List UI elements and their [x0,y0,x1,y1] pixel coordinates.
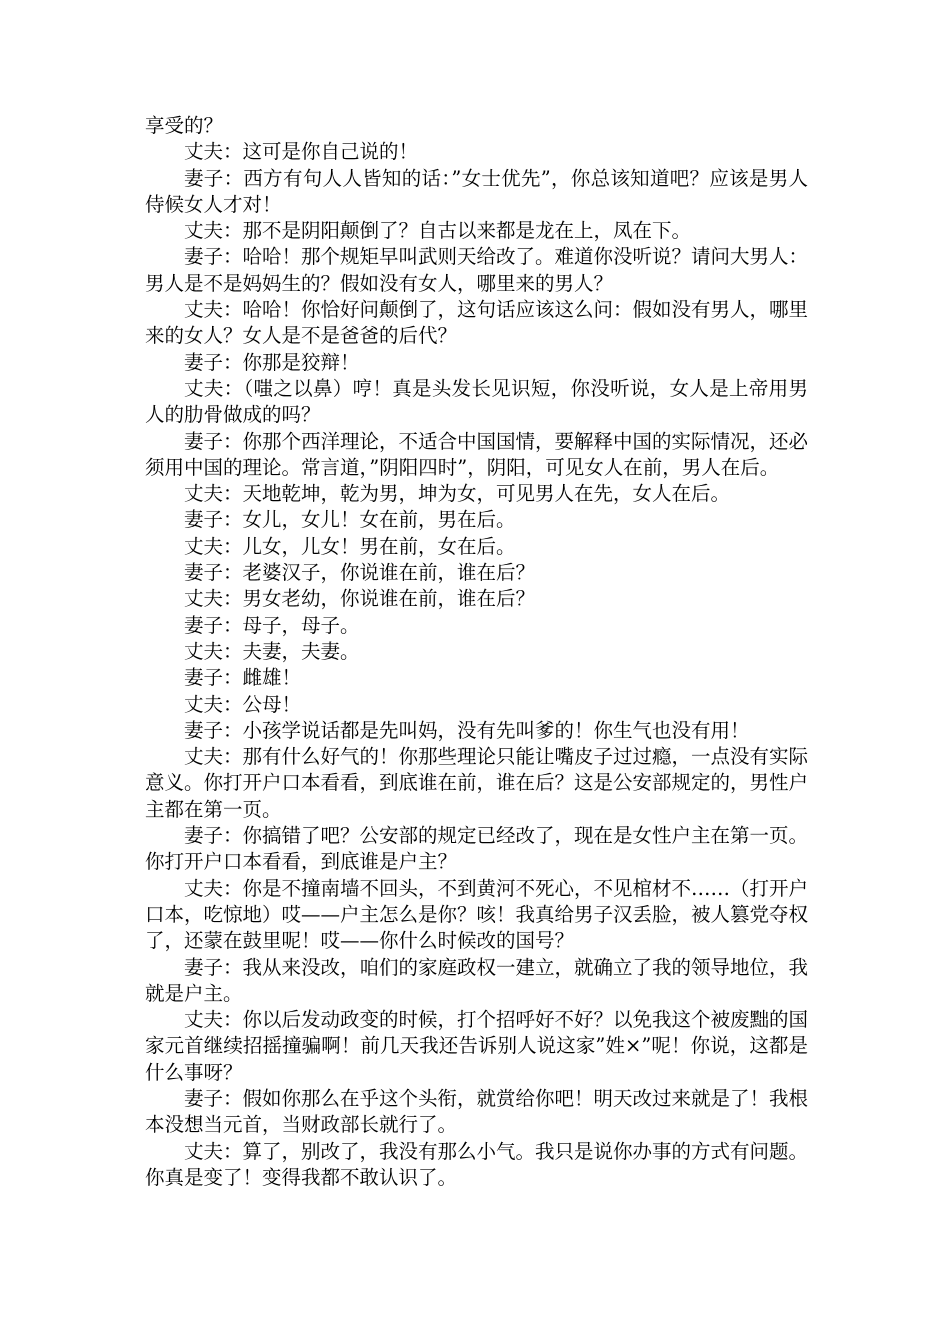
paragraph: 享受的？ [145,114,224,137]
paragraph: 丈夫：那有什么好气的！你那些理论只能让嘴皮子过过瘾，一点没有实际意义。你打开户口本看看，到底谁在前，谁在后？这是公安部规定的，男性户主都在第一页。 [145,745,809,821]
paragraph: 妻子：哈哈！那个规矩早叫武则天给改了。难道你没听说？请问大男人：男人是不是妈妈生的？假如没有女人，哪里来的男人？ [145,245,809,295]
paragraph: 丈夫：（嗤之以鼻）哼！真是头发长见识短，你没听说，女人是上帝用男人的肋骨做成的吗？ [145,376,808,427]
paragraph: 妻子：你搞错了吧？公安部的规定已经改了，现在是女性户主在第一页。你打开户口本看看，到底谁是户主？ [145,824,809,874]
paragraph: 丈夫：男女老幼，你说谁在前，谁在后？ [184,587,536,611]
paragraph: 妻子：母子，母子。 [184,613,360,637]
paragraph: 妻子：我从来没改，咱们的家庭政权一建立，就确立了我的领导地位，我就是户主。 [145,955,809,1005]
paragraph: 丈夫：你以后发动政变的时候，打个招呼好不好？以免我这个被废黜的国家元首继续招摇撞骗啊！前几天我还告诉别人说这家”姓×”呢！你说，这都是什么事呀？ [145,1008,809,1084]
paragraph: 妻子：女儿，女儿！女在前，男在后。 [184,508,516,532]
paragraph: 丈夫：算了，别改了，我没有那么小气。我只是说你办事的方式有问题。你真是变了！变得我都不敢认识了。 [145,1139,809,1189]
document-body [145,113,808,1191]
paragraph: 妻子：你那个西洋理论，不适合中国国情，要解释中国的实际情况，还必须用中国的理论。常言道，”阴阳四时”，阴阳，可见女人在前，男人在后。 [145,429,809,479]
paragraph: 妻子：西方有句人人皆知的话：”女士优先”，你总该知道吧？应该是男人侍候女人才对！ [145,166,808,216]
paragraph: 丈夫：夫妻，夫妻。 [184,639,360,663]
paragraph: 妻子：假如你那么在乎这个头衔，就赏给你吧！明天改过来就是了！我根本没想当元首，当财政部长就行了。 [145,1086,809,1137]
paragraph: 妻子：小孩学说话都是先叫妈，没有先叫爹的！你生气也没有用！ [184,718,750,742]
paragraph: 丈夫：哈哈！你恰好问颠倒了，这句话应该这么问：假如没有男人，哪里来的女人？女人是不是爸爸的后代？ [145,298,809,348]
paragraph: 丈夫：天地乾坤，乾为男，坤为女，可见男人在先，女人在后。 [184,482,731,506]
paragraph: 妻子：雌雄！ [184,666,302,690]
paragraph: 妻子：你那是狡辩！ [184,350,360,374]
paragraph: 丈夫：儿女，儿女！男在前，女在后。 [184,534,516,558]
paragraph: 丈夫：你是不撞南墙不回头，不到黄河不死心，不见棺材不……（打开户口本，吃惊地）哎——户主怎么是你？咳！我真给男子汉丢脸，被人篡党夺权了，还蒙在鼓里呢！哎——你什么时候改的国号？ [145,876,809,953]
paragraph: 丈夫：那不是阴阳颠倒了？自古以来都是龙在上，凤在下。 [184,219,692,243]
paragraph: 丈夫：公母！ [184,692,302,716]
paragraph: 丈夫：这可是你自己说的！ [184,140,419,164]
paragraph: 妻子：老婆汉子，你说谁在前，谁在后？ [184,561,536,585]
